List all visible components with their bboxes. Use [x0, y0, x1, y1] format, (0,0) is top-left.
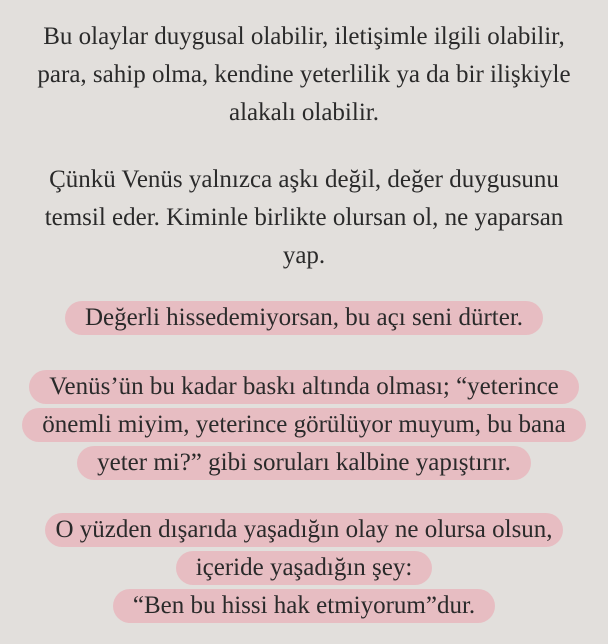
paragraph-4-line-3 — [0, 446, 608, 480]
paragraph-3-line-1 — [0, 301, 608, 335]
paragraph-2-line-1 — [0, 163, 608, 197]
highlighted-text: O yüzden dışarıda yaşadığın olay ne olursa olsun, — [45, 513, 562, 547]
paragraph-4-line-2 — [0, 408, 608, 442]
paragraph-5-line-1 — [0, 513, 608, 547]
paragraph-2-line-2 — [0, 201, 608, 235]
paragraph-2-line-3-text: yap. — [282, 242, 326, 269]
paragraph-2-line-2-text: temsil eder. Kiminle birlikte olursan ol, ne yaparsan — [44, 204, 564, 231]
paragraph-5-line-2 — [0, 551, 608, 585]
highlighted-text: Değerli hissedemiyorsan, bu açı seni dürter. — [65, 301, 543, 335]
highlighted-text: “Ben bu hissi hak etmiyorum”dur. — [113, 589, 495, 623]
highlighted-text: önemli miyim, yeterince görülüyor muyum, bu bana — [22, 408, 586, 442]
paragraph-1-line-3 — [0, 96, 608, 130]
paragraph-5-line-3 — [0, 589, 608, 623]
paragraph-2-line-3 — [0, 239, 608, 273]
paragraph-1-line-1-text: Bu olaylar duygusal olabilir, iletişimle ilgili olabilir, — [43, 23, 565, 50]
paragraph-2-line-1-text: Çünkü Venüs yalnızca aşkı değil, değer duygusunu — [49, 166, 559, 193]
paragraph-1-line-2 — [0, 58, 608, 92]
paragraph-4-line-1 — [0, 370, 608, 404]
highlighted-text: Venüs’ün bu kadar baskı altında olması; “yeterince — [29, 370, 579, 404]
highlighted-text: yeter mi?” gibi soruları kalbine yapıştırır. — [77, 446, 531, 480]
paragraph-1-line-1 — [0, 20, 608, 54]
paragraph-1-line-3-text: alakalı olabilir. — [229, 99, 379, 126]
paragraph-1-line-2-text: para, sahip olma, kendine yeterlilik ya da bir ilişkiyle — [37, 61, 571, 88]
highlighted-text: içeride yaşadığın şey: — [176, 551, 433, 585]
